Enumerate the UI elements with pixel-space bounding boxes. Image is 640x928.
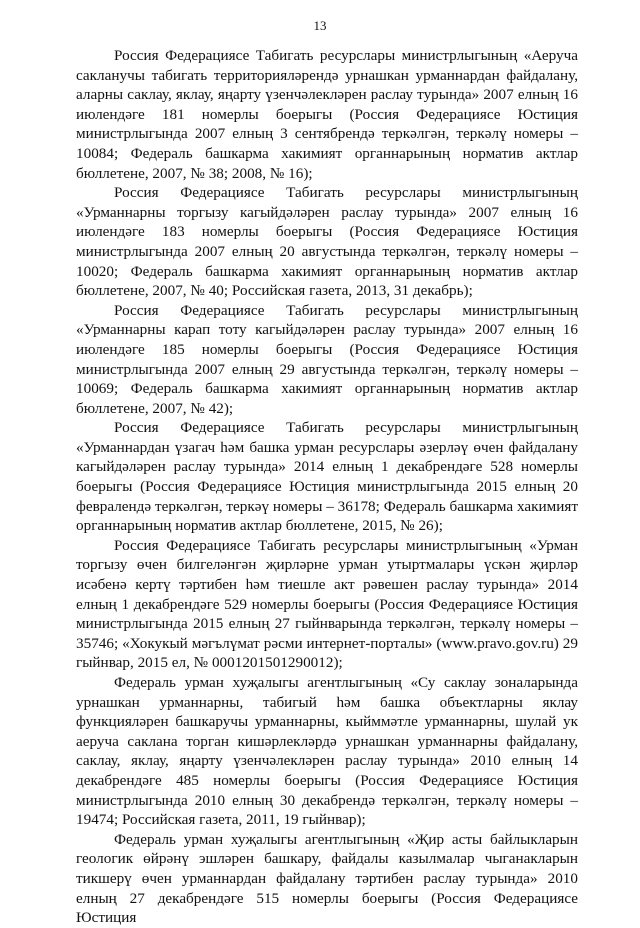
document-body: [76, 46, 578, 928]
paragraph: Россия Федерациясе Табигать ресурслары министрлыгының «Аеруча сакланучы табигать территорияләрендә урнашкан урманнардан файдалану, аларны саклау, яклау, яңарту үзенчәлекләрен раслау турында» 2007 елның 16 июлендәге 181 номерлы боерыгы (Россия Федерациясе Юстиция министрлыгында 2007 елның 3 сентябрендә теркәлгән, теркәлү номеры – 10084; Федераль башкарма хакимият органнарының норматив актлар бюллетене, 2007, № 38; 2008, № 16);: [76, 47, 578, 182]
paragraph: Россия Федерациясе Табигать ресурслары министрлыгының «Урманнарны карап тоту кагыйдәләрен раслау турында» 2007 елның 16 июлендәге 185 номерлы боерыгы (Россия Федерациясе Юстиция министрлыгында 2007 елның 29 августында теркәлгән, теркәлү номеры – 10069; Федераль башкарма хакимият органнарының норматив актлар бюллетене, 2007, № 42);: [76, 301, 578, 417]
paragraph: Федераль урман хуҗалыгы агентлыгының «Су саклау зоналарында урнашкан урманнарны, табигый һәм башка объектларны яклау функцияләрен башкаручы урманнарны, кыйммәтле урманнарны, шулай ук аеруча саклана торган кишәрлекләрдә урнашкан урманнарны файдалану, саклау, яклау, яңарту үзенчәлекләрен раслау турында» 2010 елның 14 декабрендәге 485 номерлы боерыгы (Россия Федерациясе Юстиция министрлыгында 2010 елның 30 декабрендә теркәлгән, теркәлү номеры –19474; Российская газета, 2011, 19 гыйнвар);: [76, 674, 578, 829]
page-number: 13: [313, 18, 327, 33]
paragraph: Россия Федерациясе Табигать ресурслары министрлыгының «Урманнарны торгызу кагыйдәләрен раслау турында» 2007 елның 16 июлендәге 183 номерлы боерыгы (Россия Федерациясе Юстиция министрлыгында 2007 елның 20 августында теркәлгән, теркәлү номеры – 10020; Федераль башкарма хакимият органнарының норматив актлар бюллетене, 2007, № 40; Российская газета, 2013, 31 декабрь);: [76, 184, 578, 300]
paragraph: Россия Федерациясе Табигать ресурслары министрлыгының «Урманнардан үзагач һәм башка урман ресурслары әзерләү өчен файдалану кагыйдәләрен раслау турында» 2014 елның 1 декабрендәге 528 номерлы боерыгы (Россия Федерациясе Юстиция министрлыгында 2015 елның 20 февралендә теркәлгән, теркәү номеры – 36178; Федераль башкарма хакимият органнарының норматив актлар бюллетене, 2015, № 26);: [76, 419, 578, 535]
paragraph: Россия Федерациясе Табигать ресурслары министрлыгының «Урман торгызу өчен билгеләнгән җирләрне урман утыртмалары үскән җирләр исәбенә кертү тәртибен һәм тиешле акт рәвешен раслау турында» 2014 елның 1 декабрендәге 529 номерлы боерыгы (Россия Федерациясе Юстиция министрлыгында 2015 елның 27 гыйнварында теркәлгән, теркәлү номеры – 35746; «Хокукый мәгълүмат рәсми интернет-порталы» (www.pravo.gov.ru) 29 гыйнвар, 2015 ел, № 0001201501290012);: [76, 536, 578, 672]
paragraph: Федераль урман хуҗалыгы агентлыгының «Җир асты байлыкларын геологик өйрәнү эшләрен башкару, файдалы казылмалар чыганакларын тикшерү өчен урманнардан файдалану тәртибен раслау турында» 2010 елның 27 декабрендәге 515 номерлы боерыгы (Россия Федерациясе Юстиция: [76, 830, 578, 927]
